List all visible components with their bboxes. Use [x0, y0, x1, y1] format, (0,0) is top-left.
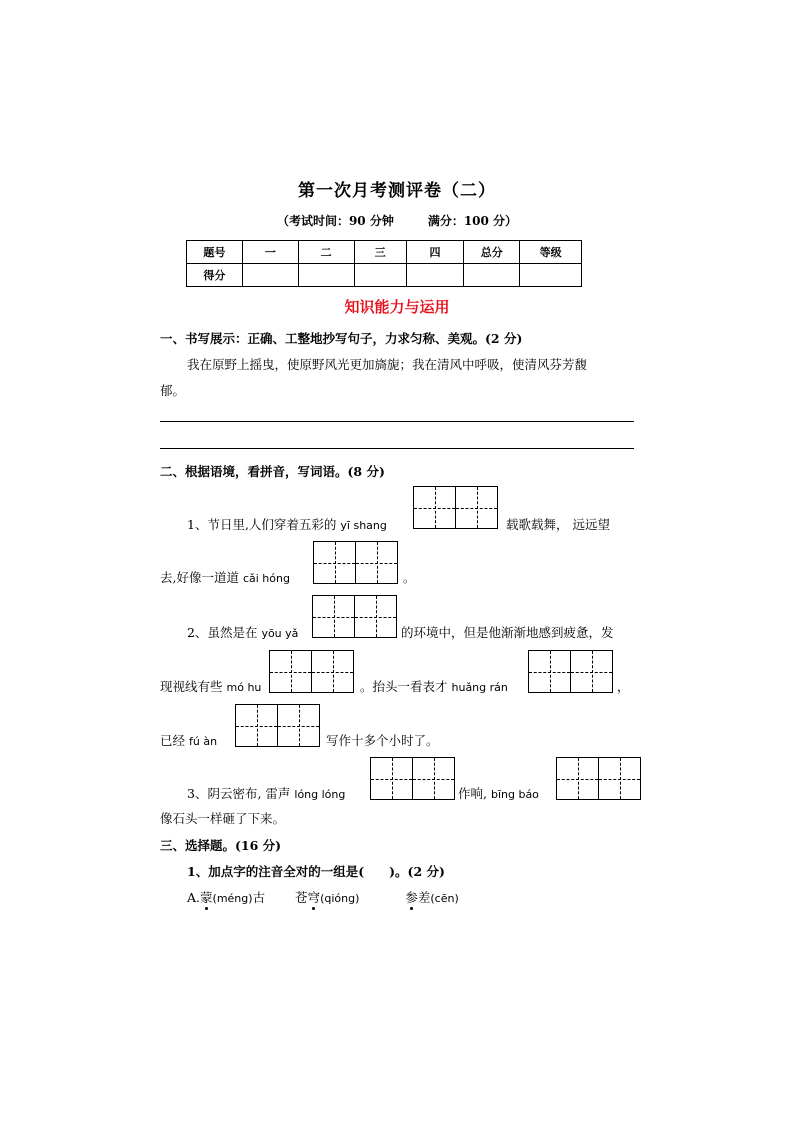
exam-full-score: 满分：100 分） [427, 214, 518, 228]
exam-title: 第一次月考测评卷（二） [298, 181, 496, 201]
text: 苍 [295, 890, 308, 905]
pinyin: (méng) [212, 892, 253, 905]
answer-grid-fuan[interactable] [235, 704, 319, 747]
grid-cell[interactable] [455, 486, 498, 529]
q2-s2-text-g: 写作十多个小时了。 [326, 733, 439, 748]
score-table-header: 四 [406, 241, 464, 264]
dotted-char: 穹 [307, 890, 321, 905]
q1-title: 一、书写展示：正确、工整地抄写句子，力求匀称、美观。(2 分) [160, 331, 523, 346]
answer-grid-youya[interactable] [312, 595, 396, 638]
pinyin-caihong: cǎi hóng [242, 572, 290, 585]
grid-cell[interactable] [235, 704, 278, 747]
q2-s2-text-d [360, 677, 508, 695]
q2-s2-text-f [160, 731, 217, 749]
pinyin-yishang: yī shang [340, 519, 387, 532]
pinyin: (cēn) [430, 892, 459, 905]
score-cell[interactable] [520, 264, 582, 287]
grid-cell[interactable] [312, 595, 355, 638]
score-table [186, 240, 582, 287]
q3-option-a[interactable] [187, 888, 459, 906]
score-table-header: 题号 [187, 241, 243, 264]
option-label: A. [187, 890, 201, 905]
text: 已经 [160, 733, 186, 748]
score-table-header: 总分 [464, 241, 520, 264]
grid-cell[interactable] [313, 541, 356, 584]
answer-grid-caihong[interactable] [313, 541, 397, 584]
score-cell[interactable] [242, 264, 298, 287]
score-cell[interactable] [354, 264, 406, 287]
dotted-char: 参 [405, 890, 418, 905]
dotted-char: 蒙 [200, 890, 213, 905]
score-table-header: 二 [298, 241, 354, 264]
text: 作响, [458, 786, 487, 801]
pinyin: (qióng) [320, 892, 360, 905]
q2-s1-text-d: 。 [403, 570, 416, 585]
score-table-header: 一 [242, 241, 298, 264]
q2-s1-text-c [160, 568, 290, 586]
score-table-score-row [187, 264, 582, 287]
pinyin-huangran: huǎng rán [451, 681, 508, 694]
q2-s2-text-e: ， [617, 679, 630, 694]
q3-title: 三、选择题。(16 分) [160, 838, 282, 853]
q2-s3-text-c: 像石头一样砸了下来。 [160, 811, 286, 826]
q3-sub1: 1、加点字的注音全对的一组是( )。(2 分) [187, 864, 445, 879]
answer-grid-huangran[interactable] [528, 650, 612, 693]
grid-cell[interactable] [354, 595, 397, 638]
grid-cell[interactable] [370, 757, 413, 800]
q2-s2-text-c [160, 677, 261, 695]
grid-cell[interactable] [413, 486, 456, 529]
section-heading: 知识能力与运用 [344, 298, 450, 316]
grid-cell[interactable] [269, 650, 312, 693]
q2-s3-text [187, 784, 345, 802]
q2-s3-text-b [458, 784, 539, 802]
q2-title: 二、根据语境，看拼音，写词语。(8 分) [160, 464, 385, 479]
grid-cell[interactable] [311, 650, 354, 693]
grid-cell[interactable] [277, 704, 320, 747]
score-cell[interactable] [464, 264, 520, 287]
text: 2、虽然是在 [187, 625, 258, 640]
grid-cell[interactable] [556, 757, 599, 800]
grid-cell[interactable] [598, 757, 641, 800]
score-table-row-label: 得分 [187, 264, 243, 287]
score-table-header: 等级 [520, 241, 582, 264]
answer-grid-bingbao[interactable] [556, 757, 640, 800]
pinyin-mohu: mó hu [226, 681, 262, 694]
text: 。抬头一看表才 [360, 679, 448, 694]
q2-s1-text-b: 载歌载舞， 远远望 [506, 517, 610, 532]
pinyin-longlong: lóng lóng [294, 788, 346, 801]
score-table-header: 三 [354, 241, 406, 264]
text: 差 [417, 890, 431, 905]
grid-cell[interactable] [412, 757, 455, 800]
score-cell[interactable] [406, 264, 464, 287]
answer-grid-mohu[interactable] [269, 650, 353, 693]
text: 古 [252, 890, 266, 905]
pinyin-fuan: fú àn [189, 735, 218, 748]
exam-time: （考试时间：90 分钟 [276, 214, 394, 228]
text: 3、阴云密布, 雷声 [187, 786, 291, 801]
q2-s2-text [187, 623, 298, 641]
answer-grid-yishang[interactable] [413, 486, 497, 529]
exam-subtitle [0, 212, 794, 229]
q1-writing-line[interactable] [160, 421, 634, 422]
pinyin-youya: yōu yǎ [261, 627, 299, 640]
pinyin-bingbao: bīng báo [490, 788, 539, 801]
q1-writing-line[interactable] [160, 448, 634, 449]
grid-cell[interactable] [355, 541, 398, 584]
q2-s1-text [187, 515, 387, 533]
answer-grid-longlong[interactable] [370, 757, 454, 800]
text: 1、节日里,人们穿着五彩的 [187, 517, 337, 532]
q1-sentence-line2: 郁。 [160, 383, 186, 398]
text: 去,好像一道道 [160, 570, 239, 585]
q1-sentence-line1: 我在原野上摇曳，使原野风光更加旖旎；我在清风中呼吸，使清风芬芳馥 [187, 357, 588, 372]
score-cell[interactable] [298, 264, 354, 287]
grid-cell[interactable] [570, 650, 613, 693]
score-table-header-row [187, 241, 582, 264]
q2-s2-text-b: 的环境中，但是他渐渐地感到疲惫，发 [401, 625, 614, 640]
grid-cell[interactable] [528, 650, 571, 693]
text: 现视线有些 [160, 679, 223, 694]
